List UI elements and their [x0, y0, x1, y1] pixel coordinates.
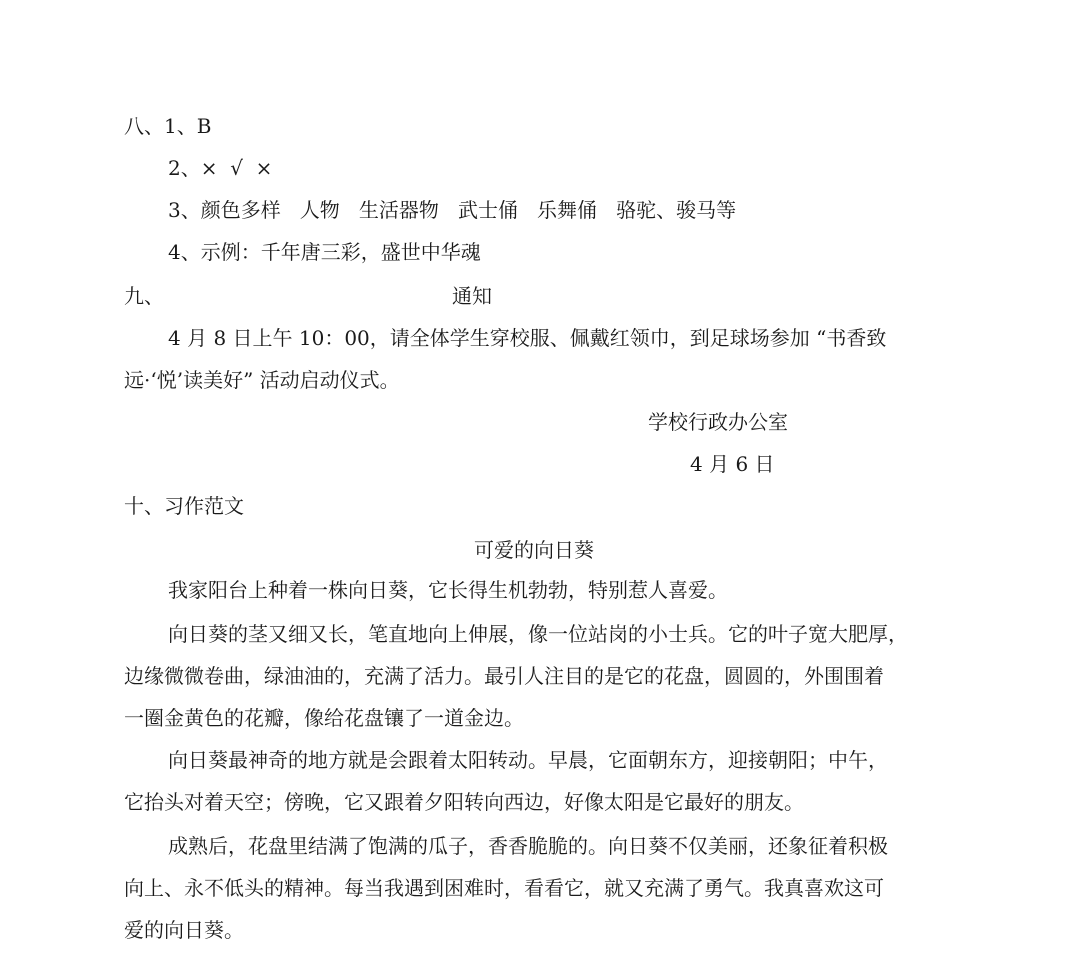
essay-line: 边缘微微卷曲，绿油油的，充满了活力。最引人注目的是它的花盘，圆圆的，外围围着	[124, 664, 884, 688]
notice-date: 4 月 6 日	[690, 452, 775, 476]
notice-title: 通知	[452, 284, 492, 308]
essay-line: 向日葵最神奇的地方就是会跟着太阳转动。早晨，它面朝东方，迎接朝阳；中午，	[168, 748, 888, 772]
section-8-item-3: 3、颜色多样 人物 生活器物 武士俑 乐舞俑 骆驼、骏马等	[168, 198, 737, 222]
essay-line: 向上、永不低头的精神。每当我遇到困难时，看看它，就又充满了勇气。我真喜欢这可	[124, 876, 884, 900]
section-8-item-4: 4、示例：千年唐三彩，盛世中华魂	[168, 240, 481, 264]
section-8-heading: 八、1、B	[124, 114, 212, 138]
essay-line: 爱的向日葵。	[124, 918, 244, 942]
essay-line: 它抬头对着天空；傍晚，它又跟着夕阳转向西边，好像太阳是它最好的朋友。	[124, 790, 804, 814]
essay-line: 成熟后，花盘里结满了饱满的瓜子，香香脆脆的。向日葵不仅美丽，还象征着积极	[168, 834, 888, 858]
section-9-heading: 九、	[124, 284, 164, 308]
section-8-item-2: 2、× √ ×	[168, 156, 273, 180]
notice-body-line-1: 4 月 8 日上午 10：00，请全体学生穿校服、佩戴红领巾，到足球场参加 “书香致	[168, 326, 887, 350]
notice-body-line-2: 远·‘悦’读美好” 活动启动仪式。	[124, 368, 400, 392]
essay-line: 一圈金黄色的花瓣，像给花盘镶了一道金边。	[124, 706, 524, 730]
essay-title: 可爱的向日葵	[474, 538, 594, 562]
notice-signature: 学校行政办公室	[648, 410, 788, 434]
section-10-heading: 十、习作范文	[124, 494, 244, 518]
essay-line: 我家阳台上种着一株向日葵，它长得生机勃勃，特别惹人喜爱。	[168, 578, 728, 602]
essay-line: 向日葵的茎又细又长，笔直地向上伸展，像一位站岗的小士兵。它的叶子宽大肥厚，	[168, 622, 908, 646]
